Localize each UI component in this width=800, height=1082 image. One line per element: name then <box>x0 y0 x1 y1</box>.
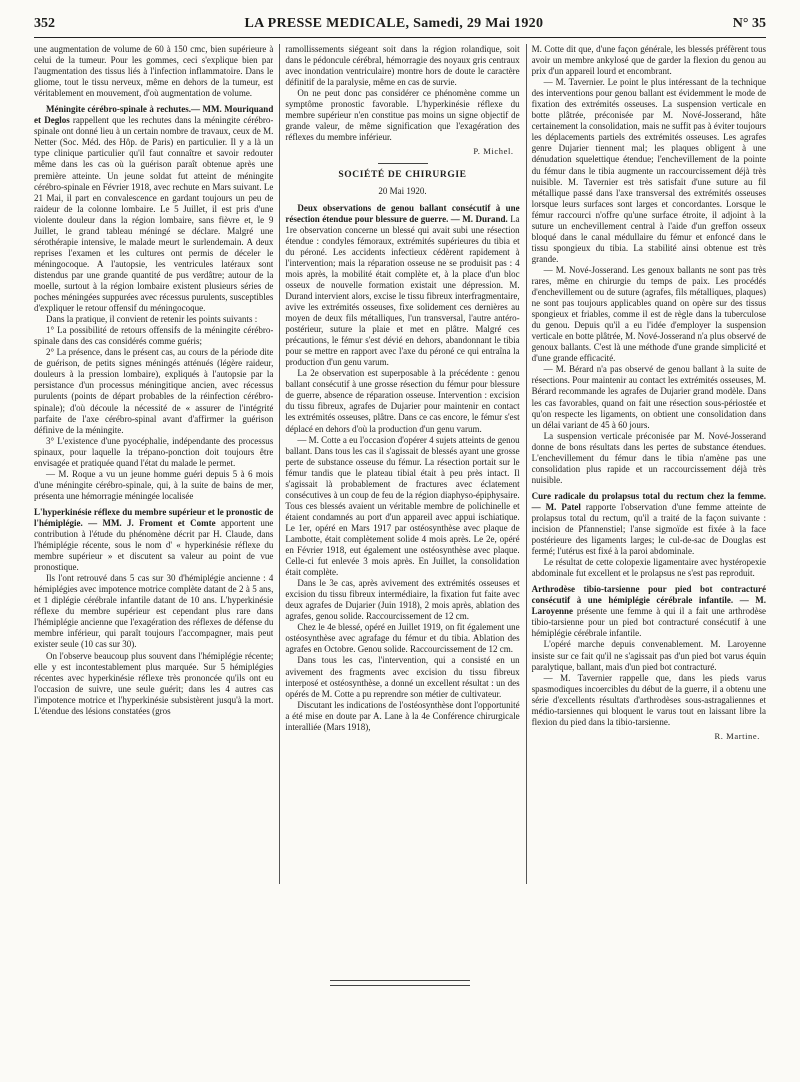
section-divider <box>378 163 428 164</box>
article-heading: Deux observations de genou ballant consécutif à une résection étendue pour blessure de guerre. — M. Durand. <box>285 202 520 224</box>
paragraph: rappellent que les rechutes dans la méningite cérébro-spinale ont donné lieu à un certain nombre de travaux, ceux de M. Netter (Soc. Méd. des Hôp. de Paris) en particulier. Il y a là un type clinique particulier qu'il faut connaître et savoir redouter même dans les cas où la guérison paraît obtenue après une première atteinte. Un jeune soldat fut atteint de méningite cérébro-spinale en Février 1918, avec rechute en Mars suivant. Le 21 Mai, il part en convalescence en gardant toujours un peu de raideur de la colonne lombaire. Le 5 Juillet, il est pris d'une violente douleur dans la région lombaire, sans fièvre et, le 9 Juillet, le grand tableau méningé se déclare. Malgré une sérothérapie intensive, le malade meurt le surlendemain. A deux reprises l'examen et les cultures ont permis de déceler le méningocoque. A l'autopsie, les ventricules latéraux sont distendus par une grande quantité de pus verdâtre; autour de la moelle, surtout à la région lombaire existent plusieurs séries de poches méningées suppurées avec récessus purulents, susceptibles d'expliquer le retour offensif du méningocoque. <box>34 115 274 314</box>
paragraph: 3° L'existence d'une pyocéphalie, indépendante des processus spinaux, pour laquelle la trépano-ponction doit toujours être envisagée et pratiquée quand l'état du malade le permet. <box>34 435 274 468</box>
paragraph: On ne peut donc pas considérer ce phénomène comme un symptôme pronostic favorable. L'hyperkinésie réflexe du membre supérieur n'en constitue pas moins un signe objectif de grande valeur, de même signification que l'exagération des réflexes du membre inférieur. <box>285 88 520 143</box>
article-heading: Arthrodèse tibio-tarsienne pour pied bot contracturé consécutif à une hémiplégie cérébrale infantile. — M. Laroyenne <box>531 584 767 617</box>
paragraph: Dans la pratique, il convient de retenir les points suivants : <box>46 314 258 325</box>
paragraph: Dans tous les cas, l'intervention, qui a consisté en un avivement des fragments avec excision du tissu fibreux interposé et ostéosynthèse, a donné un excellent résultat : un des opérés de M. Cotte a pu reprendre son métier de cultivateur. <box>285 655 520 699</box>
author-signature: P. Michel. <box>473 146 514 157</box>
paragraph: — M. Tavernier. Le point le plus intéressant de la technique des interventions pour genou ballant est évidemment le mode de fixation des extrémités osseuses. La suspension verticale en botte plâtrée, préconisée par M. Nové-Josserand, hâte certainement la consolidation, mais ne suffit pas à éviter toujours les déplacements partiels des extrémités osseuses. Les agrafes genre Dujarier tiennent mal; les plaques obligent à une dénudation squelettique étendue; l'enchevillement de la pointe du fémur dans le tibia augmente un raccourcissement déjà très nuisible. M. Tavernier est très satisfait d'une suture au fil métallique passé dans l'axe transversal des extrémités osseuses lorsque leurs surfaces sont larges et concordantes. Lorsque le fémur raccourci n'offre qu'une surface étroite, il adjoint à la suture un enchevillement central à l'aide d'un greffon osseux bloqué dans le canal médullaire du fémur et enfoncé dans le tissu spongieux du tibia. La stabilité ainsi obtenue est très grande. <box>531 77 767 264</box>
section-title: SOCIÉTÉ DE CHIRURGIE <box>338 170 467 181</box>
paragraph: 2° La présence, dans le présent cas, au cours de la période dite de guérison, de petits signes méningés atténués (légère raideur, douleurs à la pression lombaire), expliqués à l'autopsie par la persistance d'un processus méningitique ancien, avec récessus purulents (points de départ probables de la réinfection cérébro-spinale); d'où découle la nécessité de « assurer de l'intégrité parfaite de l'axe cérébro-spinal avant d'affirmer la guérison définive de la méningite. <box>34 347 274 435</box>
paragraph: présente une femme à qui il a fait une arthrodèse tibio-tarsienne pour un pied bot contracturé consécutif à une hémiplégie cérébrale infantile. <box>531 606 767 639</box>
paragraph: La 2e observation est superposable à la précédente : genou ballant consécutif à une grosse résection du fémur pour blessure de guerre, absence de réparation osseuse. Intervention : excision du tissu fibreux, agrafes de Dujarier pour maintenir en contact les extrémités osseuses, plâtre. Dans ce cas encore, le fémur s'est déplacé en dehors d'où la production d'un genu varum. <box>285 368 520 434</box>
paragraph: ramollissements siégeant soit dans la région rolandique, soit dans le pédoncule cérébral, hémorragie des noyaux gris centraux avec inondation ventriculaire) montre hors de doute le caractère définitif de la paralysie, même en cas de survie. <box>285 44 520 88</box>
paragraph: — M. Nové-Josserand. Les genoux ballants ne sont pas très rares, même en chirurgie du temps de paix. Les procédés d'enchevillement ou de suture (agrafes, fils métalliques, plaques) ne sont pas toujours applicables quand on opère sur des tissus spongieux et friables, comme il est de règle dans la tuberculose du genou. Depuis qu'il a eu l'idée d'employer la suspension verticale en botte plâtrée, M. Nové-Josserand n'a plus observé de genoux ballants. C'est là une méthode d'une grande simplicité et d'une grande efficacité. <box>531 264 767 364</box>
paragraph: La 1re observation concerne un blessé qui avait subi une résection étendue : condyles fémoraux, extrémités supérieures du tibia et du péroné. Les accidents infectieux cédèrent rapidement à l'intervention; mais la réparation osseuse ne se produisit pas : 4 mois après, la mobilité était complète et, à la place d'un bloc osseux de nouvelle formation existait une dépression. M. Durand intervient alors, excise le tissu fibreux interfragmentaire, avive les extrémités osseuses, fixe solidement ces dernières au moyen de deux fils métalliques, l'un transversal, l'autre antéro-postérieur, suture la plaie et met en plâtre. Malgré ces précautions, le fémur s'est dévié en dehors, abandonnant le tibia pour se mettre en rapport avec l'axe du péroné ce qui entraîna la production d'un genu varum. <box>285 213 520 368</box>
paragraph: L'opéré marche depuis convenablement. M. Laroyenne insiste sur ce fait qu'il ne s'agissait pas d'un pied bot varus équin paralytique, ballant, mais d'un pied bot contracturé. <box>531 639 767 672</box>
column-1 <box>34 44 273 884</box>
paragraph: une augmentation de volume de 60 à 150 cmc, bien supérieure à celui de la tumeur. Pour les gommes, ceci s'explique bien par l'augmentation des tissus liés à l'infection inflammatoire. Dans le gliome, tout le tissu nerveux, même en dehors de la tumeur, est véritablement en mouvement, d'où augmentation de volume. <box>34 44 274 99</box>
paragraph: — M. Bérard n'a pas observé de genou ballant à la suite de résections. Pour maintenir au contact les extrémités osseuses, M. Bérard recommande les agrafes de Dujarier grand modèle. Dans les cas favorables, quand on fait une résection sous-périostée et qu'on respecte les ligaments, on obtient une consolidation dans un délai variant de 45 à 60 jours. <box>531 364 767 430</box>
footer-rule <box>330 980 470 981</box>
paragraph: rapporte l'observation d'une femme atteinte de prolapsus total du rectum, qu'il a traité de la façon suivante : incision de Pfannenstiel; l'anse sigmoïde est fixée à la face postérieure des ligaments larges; le cul-de-sac de Douglas est fermé; l'utérus est fixé à la paroi abdominale. <box>531 501 767 557</box>
paragraph: Discutant les indications de l'ostéosynthèse dont l'opportunité a été mise en doute par A. Lane à la 4e Conférence chirurgicale interalliée (Mars 1918), <box>285 699 520 732</box>
paragraph: apportent une contribution à l'étude du phénomène décrit par H. Claude, dans l'hémiplégie récente, sous le nom d' « hyperkinésie réflexe du membre supérieur » et discutent sa valeur au point de vue pronostique. <box>34 517 274 573</box>
paragraph: — M. Tavernier rappelle que, dans les pieds varus spasmodiques incoercibles du début de la guerre, il a obtenu une série d'excellents résultats d'arthrodèses sous-astragaliennes et médio-tarsiennes qui bloquent le varus tout en laissant libre la flexion du pied dans la tibio-tarsienne. <box>531 672 767 727</box>
page-number: 352 <box>34 16 55 31</box>
paragraph: — M. Roque a vu un jeune homme guéri depuis 5 à 6 mois d'une méningite cérébro-spinale, qui, à la suite de bains de mer, présenta une hémorragie méningée localisée <box>34 468 274 501</box>
article-heading: Cure radicale du prolapsus total du rectum chez la femme. — M. Patel <box>531 490 767 512</box>
issue-number: N° 35 <box>732 16 766 31</box>
journal-title: LA PRESSE MEDICALE, Samedi, 29 Mai 1920 <box>244 16 544 31</box>
paragraph: 1° La possibilité de retours offensifs de la méningite cérébro-spinale dans des cas considérés comme guéris; <box>34 325 274 347</box>
paragraph: On l'observe beaucoup plus souvent dans l'hémiplégie récente; elle y est incontestablement plus marquée. Sur 5 hémiplégies récentes avec hyperkinésie réflexe très prononcée qu'ils ont eu l'occasion de suivre, une seule guérit; dans les 4 autres cas l'impotence motrice et l'hyperkinésie subsistèrent jusqu'à la mort. L'étendue des lésions constatées (gros <box>34 650 274 716</box>
footer-rule <box>330 985 470 986</box>
article-columns <box>34 44 766 884</box>
paragraph: Ils l'ont retrouvé dans 5 cas sur 30 d'hémiplégie ancienne : 4 hémiplégies avec impotence motrice complète datant de 2 à 5 ans, et 1 diplégie cérébrale infantile datant de 10 ans. L'hyperkinésie réflexe du membre supérieur est cependant plus rare dans l'hémiplégie ancienne que l'exagération des réflexes de défense du membre inférieur, qui paraît toujours l'accompagner, mais peut exister seule (10 cas sur 30). <box>34 573 274 650</box>
article-heading: L'hyperkinésie réflexe du membre supérieur et le pronostic de l'hémiplégie. — MM. J. Froment et Comte <box>34 506 274 528</box>
paragraph: — M. Cotte a eu l'occasion d'opérer 4 sujets atteints de genou ballant. Dans tous les cas il s'agissait de blessés ayant une grosse perte de substance osseuse du fémur. La résection portait sur le fémur tandis que le plateau tibial était à peu près intact. Il s'agissait là probablement de fractures avec éclatement consécutives à un coup de feu de la région diaphyso-épiphysaire. Tous ces blessés avaient un véritable membre de polichinelle et étaient condamnés au port d'un appareil avec appui ischiatique. Le 1er, opéré en Mars 1917 par ostéosynthèse avec plaque de Lambotte, était complètement solide 4 mois après. Le 2e, opéré en Février 1918, eut également une ostéosynthèse avec plaque. Celle-ci fut enlevée 3 mois après. En Juillet, la consolidation était complète. <box>285 434 520 578</box>
header-rule <box>34 37 766 38</box>
author-signature: R. Martine. <box>714 730 761 741</box>
paragraph: Le résultat de cette colopexie ligamentaire avec hystéropexie abdominale fut excellent et le prolapsus ne s'est pas reproduit. <box>531 557 767 579</box>
paragraph: La suspension verticale préconisée par M. Nové-Josserand donne de bons résultats dans les pertes de substance étendues. L'enchevillement du fémur dans le tibia n'amène pas une consolidation plus rapide et un raccourcissement déjà très nuisible. <box>531 430 767 485</box>
article-heading: Méningite cérébro-spinale à rechutes.— MM. Mouriquand et Deglos <box>34 104 274 126</box>
paragraph: M. Cotte dit que, d'une façon générale, les blessés préfèrent tous avoir un membre ankylosé que de garder la flexion du genou au prix d'un appareil lourd et encombrant. <box>531 44 767 77</box>
section-date: 20 Mai 1920. <box>378 185 427 196</box>
paragraph: Chez le 4e blessé, opéré en Juillet 1919, on fit également une ostéosynthèse avec agrafage du fémur et du tibia. Ablation des agrafes en Octobre. Genou solide. Raccourcissement de 12 cm. <box>285 622 520 655</box>
page-header <box>34 16 766 34</box>
column-2 <box>279 44 519 884</box>
paragraph: Dans le 3e cas, après avivement des extrémités osseuses et excision du tissu fibreux intermédiaire, la fixation fut faite avec deux agrafes de Dujarier (Juin 1918), 2 mois après, ablation des agrafes, genou solide. Raccourcissement de 12 cm. <box>285 578 520 622</box>
column-3 <box>526 44 766 884</box>
